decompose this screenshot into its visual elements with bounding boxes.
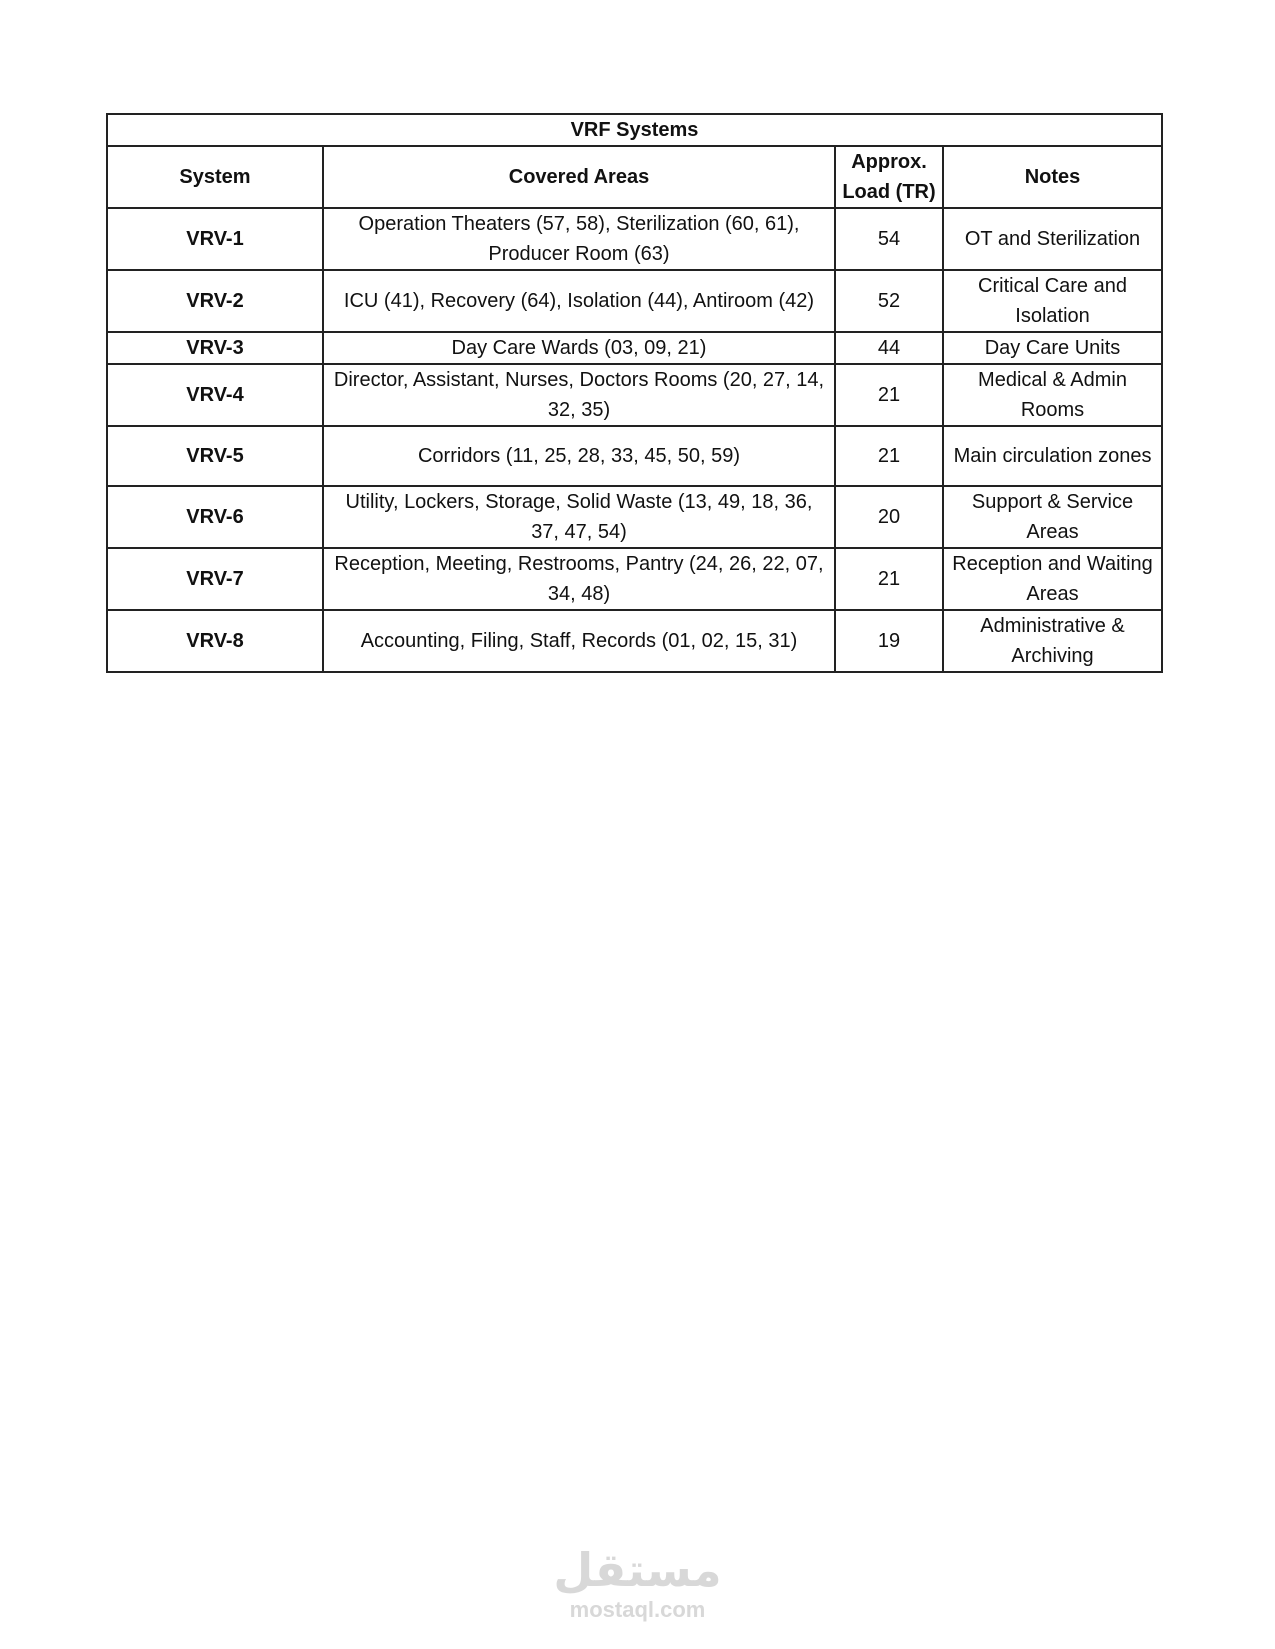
load-cell: 21 — [835, 548, 943, 610]
table-row — [107, 426, 1162, 486]
header-notes: Notes — [943, 146, 1162, 208]
load-cell: 52 — [835, 270, 943, 332]
load-cell: 44 — [835, 332, 943, 364]
system-cell: VRV-1 — [107, 208, 323, 270]
load-cell: 21 — [835, 426, 943, 486]
load-cell: 20 — [835, 486, 943, 548]
areas-cell: Reception, Meeting, Restrooms, Pantry (24, 26, 22, 07, 34, 48) — [323, 548, 835, 610]
notes-cell: Support & Service Areas — [943, 486, 1162, 548]
notes-cell: OT and Sterilization — [943, 208, 1162, 270]
areas-cell: Director, Assistant, Nurses, Doctors Rooms (20, 27, 14, 32, 35) — [323, 364, 835, 426]
system-cell: VRV-3 — [107, 332, 323, 364]
load-cell: 21 — [835, 364, 943, 426]
notes-cell: Critical Care and Isolation — [943, 270, 1162, 332]
notes-cell: Administrative & Archiving — [943, 610, 1162, 672]
system-cell: VRV-7 — [107, 548, 323, 610]
areas-cell: Accounting, Filing, Staff, Records (01, 02, 15, 31) — [323, 610, 835, 672]
areas-cell: Utility, Lockers, Storage, Solid Waste (13, 49, 18, 36, 37, 47, 54) — [323, 486, 835, 548]
table-title: VRF Systems — [107, 114, 1162, 146]
notes-cell: Day Care Units — [943, 332, 1162, 364]
table-row — [107, 548, 1162, 610]
system-cell: VRV-8 — [107, 610, 323, 672]
header-system: System — [107, 146, 323, 208]
system-cell: VRV-4 — [107, 364, 323, 426]
system-cell: VRV-5 — [107, 426, 323, 486]
vrf-systems-table — [106, 113, 1163, 673]
table-row — [107, 208, 1162, 270]
watermark-logo: مستقل — [553, 1543, 722, 1597]
table-row — [107, 486, 1162, 548]
areas-cell: Operation Theaters (57, 58), Sterilization (60, 61), Producer Room (63) — [323, 208, 835, 270]
table-row — [107, 610, 1162, 672]
areas-cell: Corridors (11, 25, 28, 33, 45, 50, 59) — [323, 426, 835, 486]
notes-cell: Main circulation zones — [943, 426, 1162, 486]
areas-cell: ICU (41), Recovery (64), Isolation (44), Antiroom (42) — [323, 270, 835, 332]
load-cell: 54 — [835, 208, 943, 270]
table-row — [107, 332, 1162, 364]
load-cell: 19 — [835, 610, 943, 672]
table-row — [107, 364, 1162, 426]
system-cell: VRV-6 — [107, 486, 323, 548]
notes-cell: Reception and Waiting Areas — [943, 548, 1162, 610]
system-cell: VRV-2 — [107, 270, 323, 332]
notes-cell: Medical & Admin Rooms — [943, 364, 1162, 426]
areas-cell: Day Care Wards (03, 09, 21) — [323, 332, 835, 364]
table-row — [107, 270, 1162, 332]
watermark-url: mostaql.com — [569, 1597, 706, 1622]
header-covered-areas: Covered Areas — [323, 146, 835, 208]
header-approx-load: Approx. Load (TR) — [835, 146, 943, 208]
